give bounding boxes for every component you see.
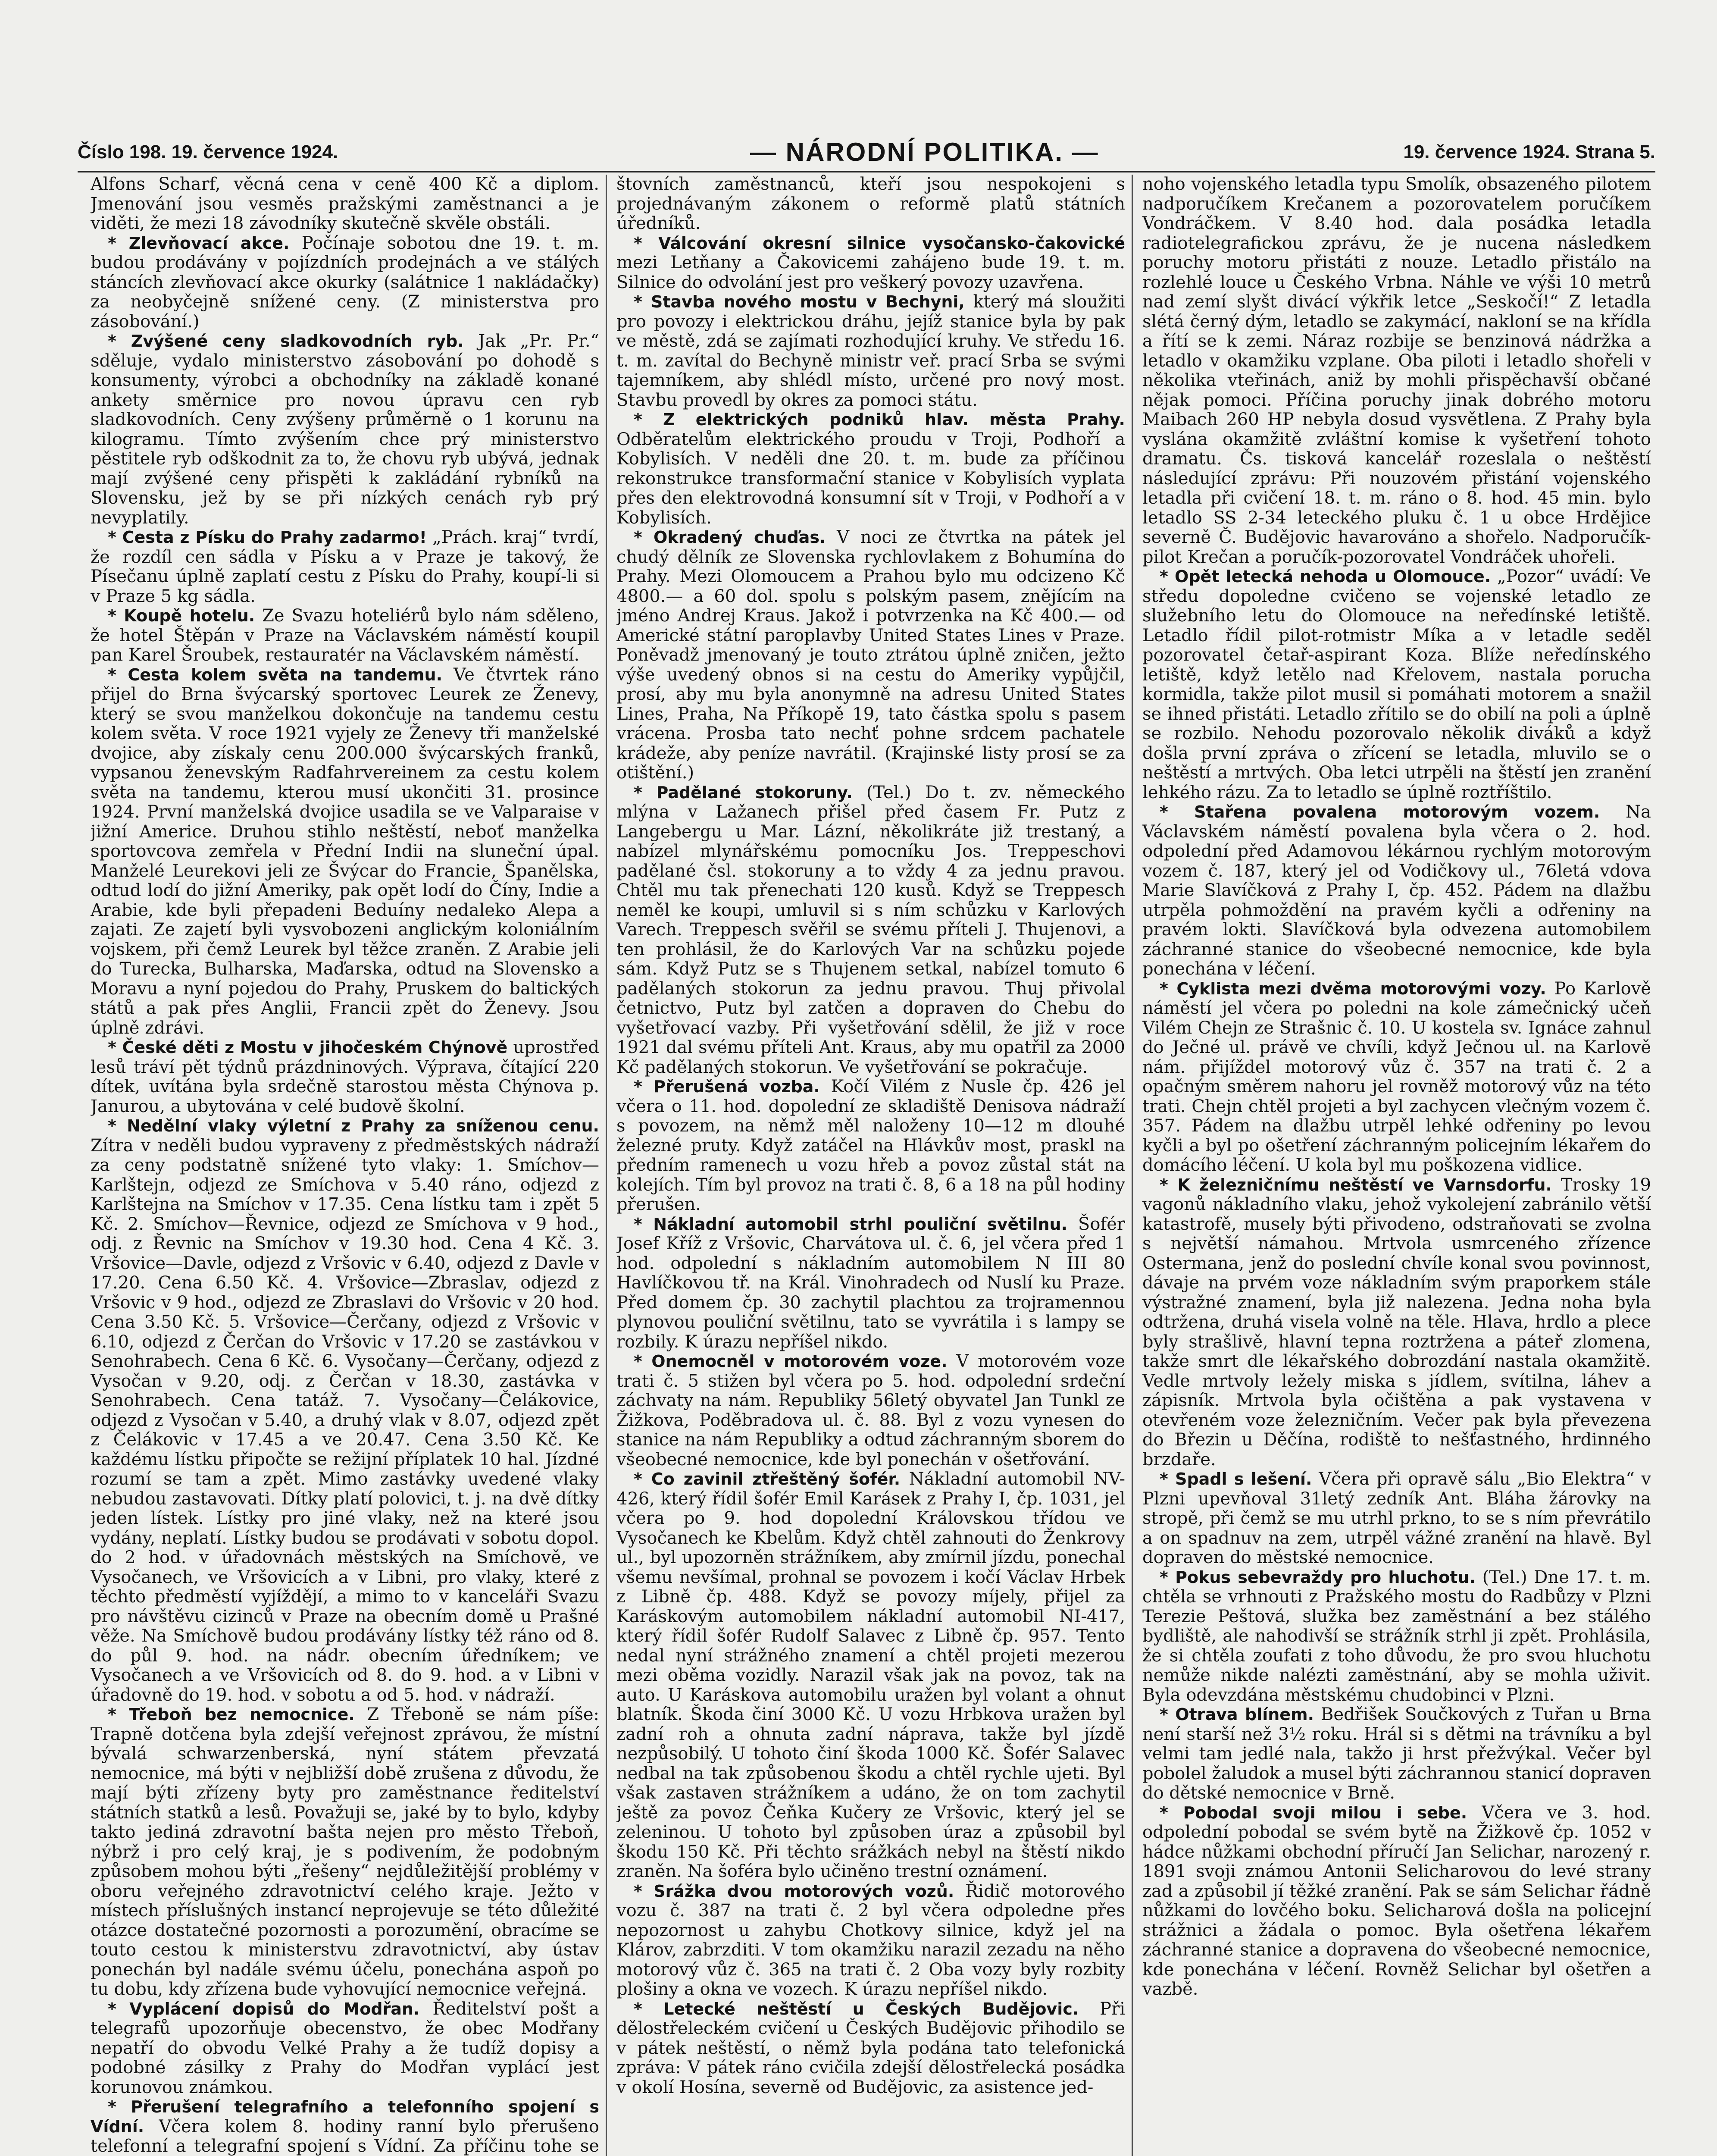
header-date-page: 19. července 1924. Strana 5. — [1403, 141, 1655, 163]
header-rule — [78, 171, 1655, 172]
article-paragraph — [91, 1999, 599, 2098]
article-paragraph — [1142, 979, 1651, 1175]
article-headline: * Koupě hotelu. — [108, 606, 255, 625]
article-headline: * K železničnímu neštěstí ve Varnsdorfu. — [1160, 1175, 1552, 1194]
article-paragraph — [616, 175, 1125, 234]
article-text: štovních zaměstnanců, kteří jsou nespokojeni s projednávaným zákonem o reformě platů státních úředníků. — [616, 175, 1125, 233]
article-paragraph — [91, 175, 599, 234]
article-text: Včera kolem 8. hodiny ranní bylo přerušeno telefonní a telegrafní spojení s Vídní. Za příčinu tohe se — [91, 2116, 599, 2156]
article-paragraph — [91, 1705, 599, 1999]
column-1 — [91, 175, 599, 2156]
article-paragraph — [616, 1215, 1125, 1352]
article-text: (Tel.) Do t. zv. německého mlýna v Lažanech přišel před časem Fr. Putz z Langebergu u Mar. Lázní, několikráte již trestaný, a nabízel mlynářskému pomocníku Jos. Treppeschovi padělané čsl. stokoruny a to vždy 4 za jednu pravou. Chtěl mu tak přenechati 120 kusů. Když se Treppesch neměl ke koupi, umluvil si s ním schůzku v Karlových Varech. Treppesch svěřil se svému příteli J. Thujenovi, a ten prohlásil, že do Karlových Var na schůzku pojede sám. Když Putz se s Thujenem setkal, nabízel tomuto 6 padělaných stokorun za jednu pravou. Thuj přivolal četnictvo, Putz byl zatčen a dopraven do Chebu do vyšetřovací vazby. Při vyšetřování sdělil, že již v roce 1921 dal svému příteli Ant. Kraus, aby mu opatřil za 2000 Kč padělaných stokorun. Ve vyšetřování se pokračuje. — [616, 782, 1125, 1077]
article-text: Jak „Pr. Pr.“ sděluje, vydalo ministerstvo zásobování po dohodě s konsumenty, výrobci a obchodníky na základě konané ankety směrnice pro novou úpravu cen ryb sladkovodních. Ceny zvýšeny průměrně o 1 korunu na kilogramu. Tímto zvýšením chce prý ministerstvo pěstitele ryb odškodnit za to, že chovu ryb ubývá, jednak mají zvýšené ceny přispěti k zakládání rybníků na Slovensku, jež by se při nízkých cenách ryb prý nevyplatily. — [91, 331, 599, 528]
article-text: Alfons Scharf, věcná cena v ceně 400 Kč a diplom. Jmenování jsou vesměs pražskými zaměstnanci a je viděti, že mezi 18 závodníky skutečně skvěle obstáli. — [91, 175, 599, 233]
article-text: Při dělostřeleckém cvičení u Českých Budějovic přihodilo se v pátek neštěstí, o němž byla podána tato telefonická zpráva: V pátek ráno cvičila zdejší dělostřelecká posádka v okolí Hosína, severně od Budějovic, za asistence jed- — [616, 1999, 1125, 2097]
article-headline: * Srážka dvou motorových vozů. — [634, 1881, 954, 1901]
article-headline: * Okradený chuďas. — [634, 528, 826, 547]
article-paragraph — [1142, 1705, 1651, 1803]
article-headline: * Z elektrických podniků hlav. města Prahy. — [634, 410, 1125, 429]
page-header — [78, 137, 1655, 176]
article-paragraph — [1142, 1568, 1651, 1705]
article-text: uprostřed lesů tráví pět týdnů prázdninových. Výprava, čítající 220 dítek, uvítána byla srdečně starostou města Chýnova p. Janurou, a ubytována v celé budově školní. — [91, 1037, 599, 1116]
article-paragraph — [1142, 567, 1651, 802]
article-paragraph — [91, 234, 599, 332]
article-paragraph — [1142, 1470, 1651, 1568]
article-text: Trosky 19 vagonů nákladního vlaku, jehož vykolejení zabránilo větší katastrofě, musely býti přivodeno, odstraňovati se zvolna s největší námahou. Mrtvola usmrceného zřízence Ostermana, jenž do poslední chvíle konal svou povinnost, dávaje na prvém voze nákladním svým praporkem stále výstražné znamení, byla již nalezena. Jedna noha byla odtržena, druhá visela volně na těle. Hlava, hrdlo a plece byly strašlivě, hlavní tepna roztržena a páteř zlomena, takže smrt dle lékařského dobrozdání nastala okamžitě. Vedle mrtvoly ležely miska s jídlem, svítilna, láhev a zápisník. Mrtvola byla očištěna a pak vystavena v otevřeném voze železničním. Večer pak byla převezena do Březin u Děčína, rodiště to nešťastného, hrdinného brzdaře. — [1142, 1175, 1651, 1470]
article-headline: * Vyplácení dopisů do Modřan. — [108, 1999, 420, 2018]
article-text: mezi Letňany a Čakovicemi zahájeno bude 19. t. m. Silnice do odvolání jest pro veškerý povozy uzavřena. — [616, 253, 1125, 292]
article-headline: * Otrava blínem. — [1160, 1705, 1314, 1724]
article-headline: * Onemocněl v motorovém voze. — [634, 1352, 948, 1371]
article-paragraph — [616, 528, 1125, 783]
article-text: Ze Svazu hoteliérů bylo nám sděleno, že hotel Štěpán v Praze na Václavském náměstí koupil pan Karel Šroubek, restauratér na Václavském náměstí. — [91, 606, 599, 665]
article-text: V motorovém voze trati č. 5 stižen byl včera po 5. hod. odpolední srdeční záchvaty na nám. Republiky 56letý obyvatel Jan Tunkl ze Žižkova, Poděbradova ul. č. 88. Byl z vozu vynesen do stanice na nám Republiky a odtud záchranným sborem do všeobecné nemocnice, kde byl ponechán v ošetřování. — [616, 1351, 1125, 1470]
article-paragraph — [616, 1077, 1125, 1215]
article-text: Kočí Vilém z Nusle čp. 426 jel včera o 11. hod. dopolední ze skladiště Denisova nádraží s povozem, na němž měl naloženy 10—12 m dlouhé železné pruty. Když zatáčel na Hlávkův most, praskl na předním ramenech u vozu hřeb a povoz zůstal stát na kolejích. Tím byl provoz na trati č. 8, 6 a 18 na půl hodiny přerušen. — [616, 1077, 1125, 1214]
article-paragraph — [616, 1882, 1125, 1999]
article-paragraph — [616, 783, 1125, 1078]
article-paragraph — [91, 665, 599, 1038]
article-text: Ředitelství pošt a telegrafů upozorňuje obecenstvo, že obec Modřany nepatří do obvodu Velké Prahy a že tudíž dopisy a podobné zásilky z Prahy do Modřan vyplácí jest korunovou známkou. — [91, 1999, 599, 2097]
column-divider — [606, 175, 607, 2156]
article-text: Šofér Josef Kříž z Vršovic, Charvátova ul. č. 6, jel včera před 1 hod. odpolední s nákladním automobilem N III 80 Havlíčkovou tř. na Král. Vinohradech od Nuslí ku Praze. Před domem čp. 30 zachytil plachtou za trojramennou plynovou pouliční světilnu, tato se vyvrátila i s lampy se rozbily. K úrazu nepříšel nikdo. — [616, 1214, 1125, 1352]
article-headline: * Cesta kolem světa na tandemu. — [108, 665, 443, 684]
article-headline: * Nedělní vlaky výletní z Prahy za sníženou cenu. — [108, 1116, 599, 1135]
article-headline: * Pokus sebevraždy pro hluchotu. — [1160, 1567, 1476, 1587]
header-issue-date: Číslo 198. 19. července 1924. — [78, 141, 338, 163]
article-paragraph — [91, 1116, 599, 1705]
column-2 — [616, 175, 1125, 2156]
article-headline: * Spadl s lešení. — [1160, 1470, 1312, 1489]
article-text: Ve čtvrtek ráno přijel do Brna švýcarský sportovec Leurek ze Ženevy, který se svou manželkou dokončuje na tandemu cestu kolem světa. V roce 1921 vyjely ze Ženevy tři manželské dvojice, aby získaly cenu 200.000 švýcarských franků, vypsanou ženevským Radfahrvereinem za cestu kolem světa na tandemu, kterou musí ukončiti 31. prosince 1924. První manželská dvojice usadila se ve Valparaise v jižní Americe. Druhou stihlo neštěstí, neboť manželka sportovcova zemřela v Přední Indii na sluneční úpal. Manželé Leurekovi jeli ze Švýcar do Francie, Španělska, odtud lodí do jižní Ameriky, pak opět lodí do Číny, Indie a Arabie, kde byli přepadeni Beduíny nedaleko Alepa a zajati. Ze zajetí byli vysvobozeni anglickým koloniálním vojskem, při čemž Leurek byl těžce zraněn. Z Arabie jeli do Turecka, Bulharska, Maďarska, odtud na Slovensko a Moravu a nyní pojedou do Prahy, Pruskem do baltických států a pak přes Anglii, Francii zpět do Ženevy. Jsou úplně zdrávi. — [91, 664, 599, 1038]
article-headline: * Padělané stokoruny. — [634, 783, 853, 802]
article-text: který má sloužiti pro povozy i elektrickou dráhu, jejíž stanice byla by pak ve městě, zdá se zajímati rozhodující kruhy. Ve středu 16. t. m. zavítal do Bechyně ministr veř. prací Srba se svými tajemníkem, aby shlédl místo, určené pro nový most. Stavbu provedl by okres za pomoci státu. — [616, 292, 1125, 410]
article-headline: * Stařena povalena motorovým vozem. — [1160, 802, 1600, 821]
article-text: Odběratelům elektrického proudu v Troji, Podhoří a Kobylisích. V neděli dne 20. t. m. bude za příčinou rekonstrukce transformační stanice v Kobylisích vyplata přes den elektrovodná konsumní sít v Troji, v Podhoří a v Kobylisích. — [616, 429, 1125, 528]
article-headline: * Nákladní automobil strhl pouliční světilnu. — [634, 1214, 1068, 1234]
article-text: Řidič motorového vozu č. 387 na trati č. 2 byl včera odpoledne přes nepozornost u zahybu Chotkovy silnice, když jel na Klárov, zabrzditi. V tom okamžiku narazil zezadu na něho motorový vůz č. 365 na trati č. 2 Oba vozy byly rozbity plošiny a okna ve vozech. K úrazu nepříšel nikdo. — [616, 1881, 1125, 1999]
article-paragraph — [91, 332, 599, 528]
article-paragraph — [91, 2097, 599, 2156]
article-headline: * Přerušení telegrafního a telefonního spojení s Vídní. — [91, 2097, 599, 2136]
column-3 — [1142, 175, 1651, 2156]
article-paragraph — [616, 1470, 1125, 1882]
article-headline: * Co zavinil ztřeštěný šofér. — [634, 1470, 901, 1489]
article-headline: * Letecké neštěstí u Českých Budějovic. — [634, 1999, 1079, 2018]
article-headline: * Cyklista mezi dvěma motorovými vozy. — [1160, 979, 1546, 998]
article-headline: * Opět letecká nehoda u Olomouce. — [1160, 567, 1491, 586]
article-paragraph — [1142, 1175, 1651, 1470]
article-headline: * Pobodal svoji milou i sebe. — [1160, 1803, 1467, 1822]
article-paragraph — [91, 606, 599, 665]
article-text: Včera ve 3. hod. odpolední pobodal se svém bytě na Žižkově čp. 1052 v hádce nůžkami obchodní příručí Jan Selichar, narozený r. 1891 svoji známou Antonii Selicharovou do levé strany zad a způsobil jí těžké zranění. Pak se sám Selichar řádně nůžkami do lovčého boku. Selicharová došla na policejní strážnici a žádala o pomoc. Byla ošetřena lékařem záchranné stanice a dopravena do všeobecné nemocnice, kde ponechána v léčení. Rovněž Selichar byl ošetřen a vazbě. — [1142, 1802, 1651, 1999]
article-text: Po Karlově náměstí jel včera po poledni na kole zámečnický učeň Vilém Chejn ze Strašnic č. 10. U kostela sv. Ignáce zahnul do Ječné ul. právě ve chvíli, když Ječnou ul. na Karlově nám. přijíždel motorový vůz č. 357 na trati č. 2 a opačným směrem nahoru jel rovněž motorový vůz na této trati. Chejn chtěl projeti a byl zachycen vlečným vozem č. 357. Pádem na dlažbu utrpěl lehké odřeniny po levou kyčli a byl po ošetření záchranným policejním lékařem do domácího léčení. U kola byl mu poškozena vidlice. — [1142, 978, 1651, 1175]
article-paragraph — [91, 1038, 599, 1116]
article-paragraph — [91, 528, 599, 606]
article-headline: * Zlevňovací akce. — [108, 233, 290, 253]
article-text: V noci ze čtvrtka na pátek jel chudý dělník ze Slovenska rychlovlakem z Bohumína do Prahy. Mezi Olomoucem a Prahou bylo mu odcizeno Kč 4800.— a 60 dol. spolu s polským pasem, znějícím na jméno Andrej Kraus. Jakož i potvrzenka na Kč 400.— od Americké státní paroplavby United States Lines v Praze. Poněvadž jmenovaný je touto ztrátou úplně zničen, ježto výše uvedený obnos si na cestu do Ameriky vypůjčil, prosí, aby mu byla anonymně na adresu United States Lines, Praha, Na Příkopě 19, tato částka spolu s pasem vrácena. Prosba tato nechť pohne srdcem pachatele krádeže, aby peníze navrátil. (Krajinské listy prosí se za otištění.) — [616, 527, 1125, 783]
article-text: Z Třeboně se nám píše: Trapně dotčena byla zdejší veřejnost zprávou, že místní bývalá schwarzenberská, nyní státem převzatá nemocnice, má býti v nejbližší době zrušena z důvodu, že mají býti zřízeny byty pro zaměstnance ředitelství státních statků a lesů. Považuji se, jaké by to bylo, kdyby takto jediná zdravotní bašta nejen pro město Třeboň, nýbrž i pro celý kraj, je s podivením, že podobným způsobem mohou býti „řešeny“ nejdůležitější problémy v oboru veřejného zdravotnictví celého kraje. Ježto v místech příslušných instancí neprojevuje se této důležité otázce dostatečné pozornosti a porozumění, obracíme se touto cestou k ministerstvu zdravotnictví, aby ústav ponechán byl nadále svému účelu, ponechána aspoň po tu dobu, kdy zřízena bude vyhovující nemocnice veřejná. — [91, 1705, 599, 1999]
article-text: noho vojenského letadla typu Smolík, obsazeného pilotem nadporučíkem Krečanem a pozorovatelem poručíkem Vondráčkem. V 8.40 hod. dala posádka letadla radiotelegrafickou zprávu, že je nucena následkem poruchy motoru přistáti z nouze. Letadlo přistálo na rozlehlé louce u Českého Vrbna. Náhle ve výši 10 metrů nad zemí slyšt divácí výkřik letce „Seskočí!“ Z letadla slétá černý dým, letadlo se zakymácí, nakloní se na křídla a řítí se k zemi. Náraz rozbije se benzinová nádržka a letadlo v okamžiku vzplane. Oba piloti i letadlo shořeli v několika vteřinách, aniž by mohli přispěchavší občané nějak pomoci. Příčina poruchy jinak dobrého motoru Maibach 260 HP nebyla dosud vysvětlena. Z Prahy byla vyslána okamžitě zvláštní komise k vyšetření tohoto dramatu. Čs. tisková kancelář rozeslala o neštěstí následující zprávu: Při nouzovém přistání vojenského letadla při cvičení 18. t. m. ráno o 8. hod. 45 min. bylo letadlo SS 2-34 leteckého pluku č. 1 u obce Hrdějice severně Č. Budějovic havarováno a shořelo. Nadporučík-pilot Krečan a poručík-pozorovatel Vondráček uhořeli. — [1142, 175, 1651, 567]
article-text: „Prách. kraj“ tvrdí, že rozdíl cen sádla v Písku a v Praze je takový, že Písečanu úplně zaplatí cestu z Písku do Prahy, koupí-li si v Praze 5 kg sádla. — [91, 527, 599, 606]
article-paragraph — [1142, 802, 1651, 979]
article-paragraph — [1142, 175, 1651, 567]
article-headline: * Přerušená vozba. — [634, 1077, 820, 1096]
article-paragraph — [616, 1352, 1125, 1470]
article-headline: * Zvýšené ceny sladkovodních ryb. — [108, 332, 464, 351]
article-text: (Tel.) Dne 17. t. m. chtěla se vrhnouti z Pražského mostu do Radbůzy v Plzni Terezie Peštová, služka bez zaměstnání a bez stálého bydliště, ale nahodivší se strážník strhl ji zpět. Prohlásila, že si chtěla zoufati z toho důvodu, že pro svou hluchotu nemůže nikde nalézti zaměstnání, aby se mohla uživit. Byla odevzdána městskému chudobinci v Plzni. — [1142, 1567, 1651, 1705]
article-paragraph — [1142, 1803, 1651, 1999]
article-headline: * Válcování okresní silnice vysočansko-čakovické — [634, 233, 1125, 253]
article-paragraph — [616, 234, 1125, 293]
article-headline: * Stavba nového mostu v Bechyni, — [634, 292, 965, 311]
article-paragraph — [616, 410, 1125, 528]
article-text: Zítra v neděli budou vypraveny z předměstských nádraží za ceny podstatně snížené tyto vlaky: 1. Smíchov—Karlštejn, odjezd ze Smíchova v 5.40 ráno, odjezd z Karlštejna na Smíchov v 17.35. Cena lístku tam i zpět 5 Kč. 2. Smíchov—Řevnice, odjezd ze Smíchova v 9 hod., odj. z Řevnic na Smíchov v 19.30 hod. Cena 4 Kč. 3. Vršovice—Davle, odjezd z Vršovic v 6.40, odjezd z Davle v 17.20. Cena 6.50 Kč. 4. Vršovice—Zbraslav, odjezd z Vršovic v 9 hod., odjezd ze Zbraslavi do Vršovic v 20 hod. Cena 3.50 Kč. 5. Vršovice—Čerčany, odjezd z Vršovic v 6.10, odjezd z Čerčan do Vršovic v 17.20 se zastávkou v Senohrabech. Cena 6 Kč. 6. Vysočany—Čerčany, odjezd z Vysočan v 9.20, odj. z Čerčan v 18.30, zastávka v Senohrabech. Cena tatáž. 7. Vysočany—Čelákovice, odjezd z Vysočan v 5.40, a druhý vlak v 8.07, odjezd zpět z Čelákovic v 17.45 a ve 20.47. Cena 3.50 Kč. Ke každému lístku připočte se režijní příplatek 10 hal. Jízdné rozumí se tam a zpět. Mimo zastávky uvedené vlaky nebudou zastavovati. Dítky platí polovici, t. j. na dvě dítky jeden lístek. Lístky pro jiné vlaky, než na které jsou vydány, neplatí. Lístky budou se prodávati v sobotu dopol. do 2 hod. v úřadovnách městských na Smíchově, ve Vysočanech, ve Vršovicích a v Libni, pro vlaky, které z těchto předměstí vyjíždějí, a mimo to v kanceláři Svazu pro návštěvu cizinců v Praze na obecním domě u Prašné věže. Na Smíchově budou prodávány lístky též ráno od 8. do půl 9. hod. na nádr. obecním úředníkem; ve Vysočanech a ve Vršovicích od 8. do 9. hod. a v Libni v úřadovně do 19. hod. v sobotu a od 5. hod. v nádraží. — [91, 1135, 599, 1705]
newspaper-title: — NÁRODNÍ POLITIKA. — — [750, 138, 1099, 166]
article-paragraph — [616, 1999, 1125, 2098]
article-headline: * Cesta z Písku do Prahy zadarmo! — [108, 528, 427, 547]
article-text: Nákladní automobil NV-426, který řídil šofér Emil Karásek z Prahy I, čp. 1031, jel včera po 9. hod dopolední Královskou třídou ve Vysočanech ke Kbelům. Když chtěl zahnouti do Ženkrovy ul., byl upozorněn strážníkem, aby zmírnil jízdu, ponechal všemu nevšímal, prohnal se povozem i kočí Václav Hrbek z Libně čp. 488. Když se povozy míjely, přijel za Karáskovým automobilem nákladní automobil NI-417, který řídil šofér Rudolf Salavec z Libně čp. 957. Tento nedal nyní strážného znamení a chtěl projeti mezerou mezi oběma vozidly. Narazil však jak na povoz, tak na auto. U Karáskova automobilu uražen byl volant a ohnut blatník. Škoda činí 3000 Kč. U vozu Hrbkova uražen byl zadní roh a ohnuta zadní náprava, takže byl jízdě nezpůsobilý. U tohoto činí škoda 1000 Kč. Šofér Salavec nedbal na tak způsobenou škodu a chtěl rychle ujeti. Byl však zastaven strážníkem a udáno, že on tom zachytil ještě za povoz Čeňka Kučery ze Vršovic, který jel se zeleninou. U tohoto byl způsoben úraz a způsobil byl škodu 150 Kč. Při těchto srážkách nebyl na štěstí nikdo zraněn. Na šoféra bylo učiněno trestní oznámení. — [616, 1469, 1125, 1881]
article-text: Včera při opravě sálu „Bio Elektra“ v Plzni upevňoval 31letý zedník Ant. Bláha žárovky na stropě, při čemž se mu utrhl prkno, to se s ním převrátilo a on spadnuv na zem, utrpěl vážné zranění na hlavě. Byl dopraven do městské nemocnice. — [1142, 1469, 1651, 1567]
article-text: Počínaje sobotou dne 19. t. m. budou prodávány v pojízdních prodejnách a ve stálých stáncích zlevňovací akce okurky (salátnice 1 nakládačky) za neobyčejně snížené ceny. (Z ministerstva pro zásobování.) — [91, 233, 599, 332]
article-text: Na Václavském náměstí povalena byla včera o 2. hod. odpolední před Adamovou lékárnou rychlým motorovým vozem č. 187, který jel od Vodičkovy ul., 76letá vdova Marie Slavíčková z Prahy I, čp. 452. Pádem na dlažbu utrpěla pohmoždění na pravém kyčli a odřeniny na pravém lokti. Slavíčková byla odvezena automobilem záchranné stanice do všeobecné nemocnice, kde byla ponechána v léčení. — [1142, 802, 1651, 979]
article-paragraph — [616, 292, 1125, 410]
column-divider — [1132, 175, 1133, 2156]
article-text: Bedřišek Součkových z Tuřan u Brna není starší než 3½ roku. Hrál si s dětmi na trávníku a byl velmi tam jedlé nala, takžo ji hrst přežvýkal. Večer byl pobolel žaludok a musel býti záchrannou stanicí dopraven do dětské nemocnice v Brně. — [1142, 1705, 1651, 1803]
article-text: „Pozor“ uvádí: Ve středu dopoledne cvičeno se vojenské letadlo ze služebního letu do Olomouce na neředínské letiště. Letadlo řídil pilot-rotmistr Míka a v letadle seděl pozorovatel četař-aspirant Koza. Blíže neředínského letiště, když letělo nad Křelovem, nastala porucha kormidla, takže pilot musil si pomáhati motorem a snažil se ihned přistáti. Letadlo zřítilo se do obilí na poli a úplně se rozbilo. Nehodu pozorovalo několik diváků a když došla první zpráva o zřícení se letadla, mluvilo se o neštěstí a mrtvých. Oba letci utrpěli na štěstí jen zranění lehkého rázu. Za to letadlo se úplně roztříštilo. — [1142, 567, 1651, 802]
article-headline: * České děti z Mostu v jihočeském Chýnově — [108, 1038, 508, 1057]
article-headline: * Třeboň bez nemocnice. — [108, 1705, 355, 1724]
